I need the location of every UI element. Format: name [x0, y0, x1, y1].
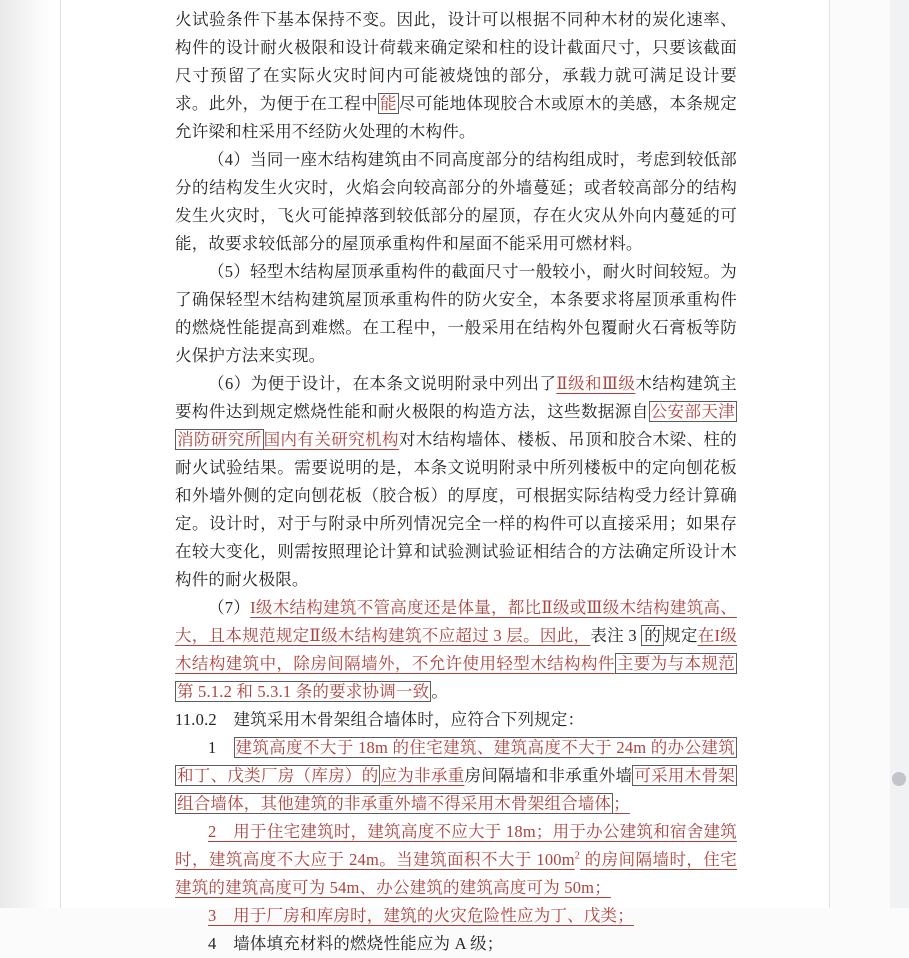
paragraph [175, 370, 737, 594]
text-run-inserted: 应为非承重 [380, 766, 465, 785]
text-run-deleted-box: 可采用木骨架组合墙体，其他建筑的非承重外墙不得采用木骨架组合墙体 [177, 766, 735, 813]
scrollbar-track[interactable] [890, 0, 909, 908]
text-run-inserted: ； [613, 794, 630, 813]
text-run-plain: 对木结构墙体、楼板、吊顶和胶合木梁、柱的耐火试验结果。需要说明的是，本条文说明附录中所列楼板中的定向刨花板和外墙外侧的定向刨花板（胶合板）的厚度，可根据实际结构受力经计算确定。设计时，对于与附录中所列情况完全一样的构件可以直接采用；如果存在较大变化，则需按照理论计算和试验测试验证相结合的方法确定所设计木构件的耐火极限。 [175, 430, 737, 589]
paragraph [175, 818, 737, 902]
text-run-inserted: Ⅱ级和Ⅲ级 [556, 374, 636, 393]
text-run-plain: 4 墙体填充材料的燃烧性能应为 A 级； [208, 934, 504, 953]
text-run-plain: （4）当同一座木结构建筑由不同高度部分的结构组成时，考虑到较低部分的结构发生火灾时，火焰会向较高部分的外墙蔓延；或者较高部分的结构发生火灾时，飞火可能掉落到较低部分的屋顶，存在火灾从外向内蔓延的可能，故要求较低部分的屋顶承重构件和屋面不能采用可燃材料。 [175, 150, 737, 253]
text-run-plain: 1 [208, 738, 234, 757]
text-run-plain: 。 [431, 682, 449, 701]
text-run-deleted-box: 公安部天津消防研究所 [177, 402, 736, 449]
text-run-plain: 规定 [664, 626, 698, 645]
text-run-plain: 木结构建筑主要构件达到规定燃烧性能和耐火极限的构造方法，这些数据源自 [175, 374, 737, 421]
text-run-deleted-box: 建筑高度不大于 18m 的住宅建筑、建筑高度不大于 24m 的办公建筑和丁、戊类厂房（库房）的 [177, 738, 735, 785]
text-run-plain: 房间隔墙和非承重外墙 [464, 766, 633, 785]
text-run-inserted: 国内有关研究机构 [263, 430, 399, 449]
text-run-inserted: 的房间隔墙时，住宅建筑的建筑高度可为 54m、办公建筑的建筑高度可为 50m； [175, 850, 737, 897]
text-run-deleted-box: 主要为与本规范第 5.1.2 和 5.3.1 条的要求协调一致 [177, 654, 736, 701]
paragraph [175, 258, 737, 370]
document-page [60, 0, 830, 953]
text-run-inserted: 在I级木结构建筑中，除房间隔墙外，不允许使用轻型木结构构件 [175, 626, 737, 673]
text-run-plain: 11.0.2 建筑采用木骨架组合墙体时，应符合下列规定： [175, 710, 585, 729]
paragraph [175, 146, 737, 258]
text-run-plain: （6）为便于设计，在本条文说明附录中列出了 [208, 374, 557, 393]
text-run-plain: 表注 3 [590, 626, 642, 645]
text-run-marked-box: 的 [641, 625, 664, 646]
text-run-inserted: 2 [574, 850, 581, 862]
text-run-plain: （7） [208, 598, 251, 617]
paragraph [175, 930, 737, 958]
paragraph [175, 6, 737, 146]
text-run-plain: （5）轻型木结构屋顶承重构件的截面尺寸一般较小，耐火时间较短。为了确保轻型木结构建筑屋顶承重构件的防火安全，本条要求将屋顶承重构件的燃烧性能提高到难燃。在工程中，一般采用在结构外包覆耐火石膏板等防火保护方法来实现。 [175, 262, 737, 365]
text-run-inserted: 3 用于厂房和库房时，建筑的火灾危险性应为丁、戊类； [208, 906, 634, 925]
text-run-plain: 火试验条件下基本保持不变。因此，设计可以根据不同种木材的炭化速率、构件的设计耐火极限和设计荷载来确定梁和柱的设计截面尺寸，只要该截面尺寸预留了在实际火灾时间内可能被烧蚀的部分，承载力就可满足设计要求。此外，为便于在工程中 [175, 10, 737, 113]
text-run-inserted: I级木结构建筑不管高度还是体量，都比Ⅱ级或Ⅲ级木结构建筑高、大，且本规范规定Ⅱ级木结构建筑不应超过 3 层。因此， [175, 598, 737, 645]
paragraph [175, 706, 737, 734]
text-run-deleted-box: 能 [379, 94, 397, 113]
text-run-inserted: 2 用于住宅建筑时，建筑高度不应大于 18m；用于办公建筑和宿舍建筑时，建筑高度不大应于 24m。当建筑面积不大于 100m [175, 822, 737, 869]
scroll-indicator-dot[interactable] [892, 772, 906, 786]
paragraph [175, 594, 737, 706]
page-left-shadow [0, 0, 60, 908]
text-run-plain: 尽可能地体现胶合木或原木的美感，本条规定允许梁和柱采用不经防火处理的木构件。 [175, 94, 737, 141]
paragraph [175, 734, 737, 818]
paragraph [175, 902, 737, 930]
document-body [61, 0, 829, 958]
